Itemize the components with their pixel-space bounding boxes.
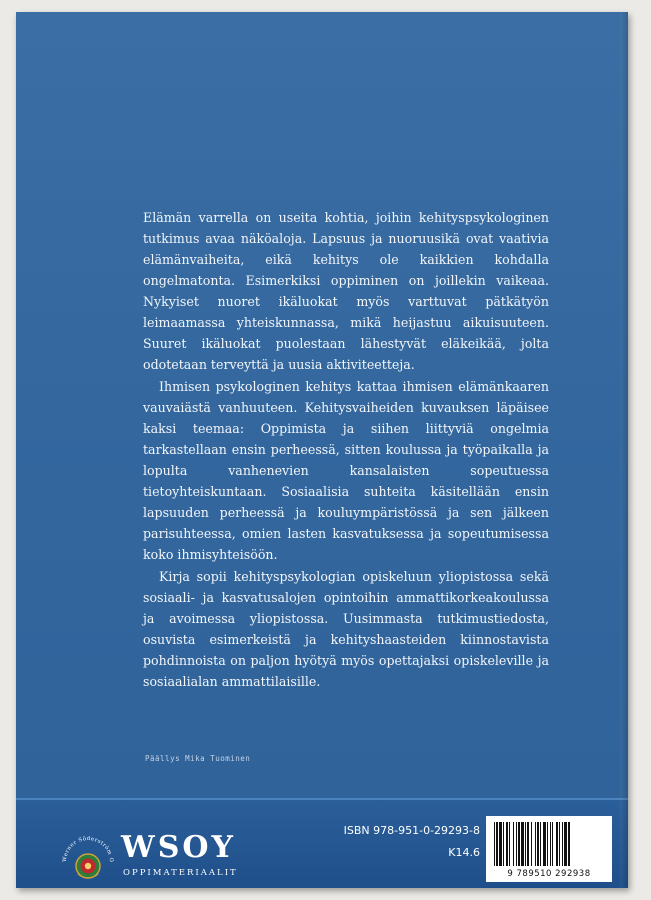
barcode-digits: 9 789510 292938 bbox=[507, 869, 591, 879]
blurb-text bbox=[143, 207, 549, 692]
blurb-paragraph: Elämän varrella on useita kohtia, joihin kehityspsykologinen tutkimus avaa näköaloja. Lapsuus ja nuoruusikä ovat vaativia elämänvaiheita, eikä kehitys ole kaikkien kohdalla ongelmatonta. Esimerkiksi oppiminen on joillekin vaikeaa. Nykyiset nuoret ikäluokat myös varttuvat pätkätyön leimaamassa yhteiskunnassa, mikä heijastuu aikuisuuteen. Suuret ikäluokat puolestaan lähestyvät eläkeikää, jolta odotetaan terveyttä ja uusia aktiviteetteja. bbox=[143, 210, 549, 372]
price-code: K14.6 bbox=[448, 846, 480, 859]
blurb-paragraph: Kirja sopii kehityspsykologian opiskeluun yliopistossa sekä sosiaali- ja kasvatusalojen opintoihin ammattikorkeakoulussa ja avoimessa yliopistossa. Uusimmasta tutkimustiedosta, osuvista esimerkeistä ja kehityshaasteiden kiinnostavista pohdinnoista on paljon hyötyä myös opettajaksi opiskeleville ja sosiaalialan ammattilaisille. bbox=[143, 569, 549, 689]
publisher-emblem-icon bbox=[56, 822, 120, 886]
publisher-imprint: OPPIMATERIAALIT bbox=[123, 868, 238, 878]
emblem-arc-text: Werner Söderström O bbox=[61, 835, 115, 863]
barcode bbox=[486, 816, 612, 882]
publisher-logo: WSOY bbox=[121, 830, 236, 865]
barcode-bars bbox=[492, 822, 606, 866]
isbn-label: ISBN 978-951-0-29293-8 bbox=[343, 824, 480, 837]
back-cover bbox=[16, 12, 628, 888]
cover-design-credit: Päällys Mika Tuominen bbox=[145, 754, 251, 763]
blurb-paragraph: Ihmisen psykologinen kehitys kattaa ihmisen elämänkaaren vauvaiästä vanhuuteen. Kehitysvaiheiden kuvauksen läpäisee kaksi teemaa: Oppimista ja siihen liittyviä ongelmia tarkastellaan ensin perheessä, sitten koulussa ja työpaikalla ja lopulta vanhenevien kansalaisten sopeutuessa tietoyhteiskuntaan. Sosiaalisia suhteita käsitellään ensin lapsuuden perheessä ja kouluympäristössä ja sen jälkeen parisuhteessa, omien lasten kasvatuksessa ja sopeutumisessa koko ihmisyhteisöön. bbox=[143, 379, 549, 562]
